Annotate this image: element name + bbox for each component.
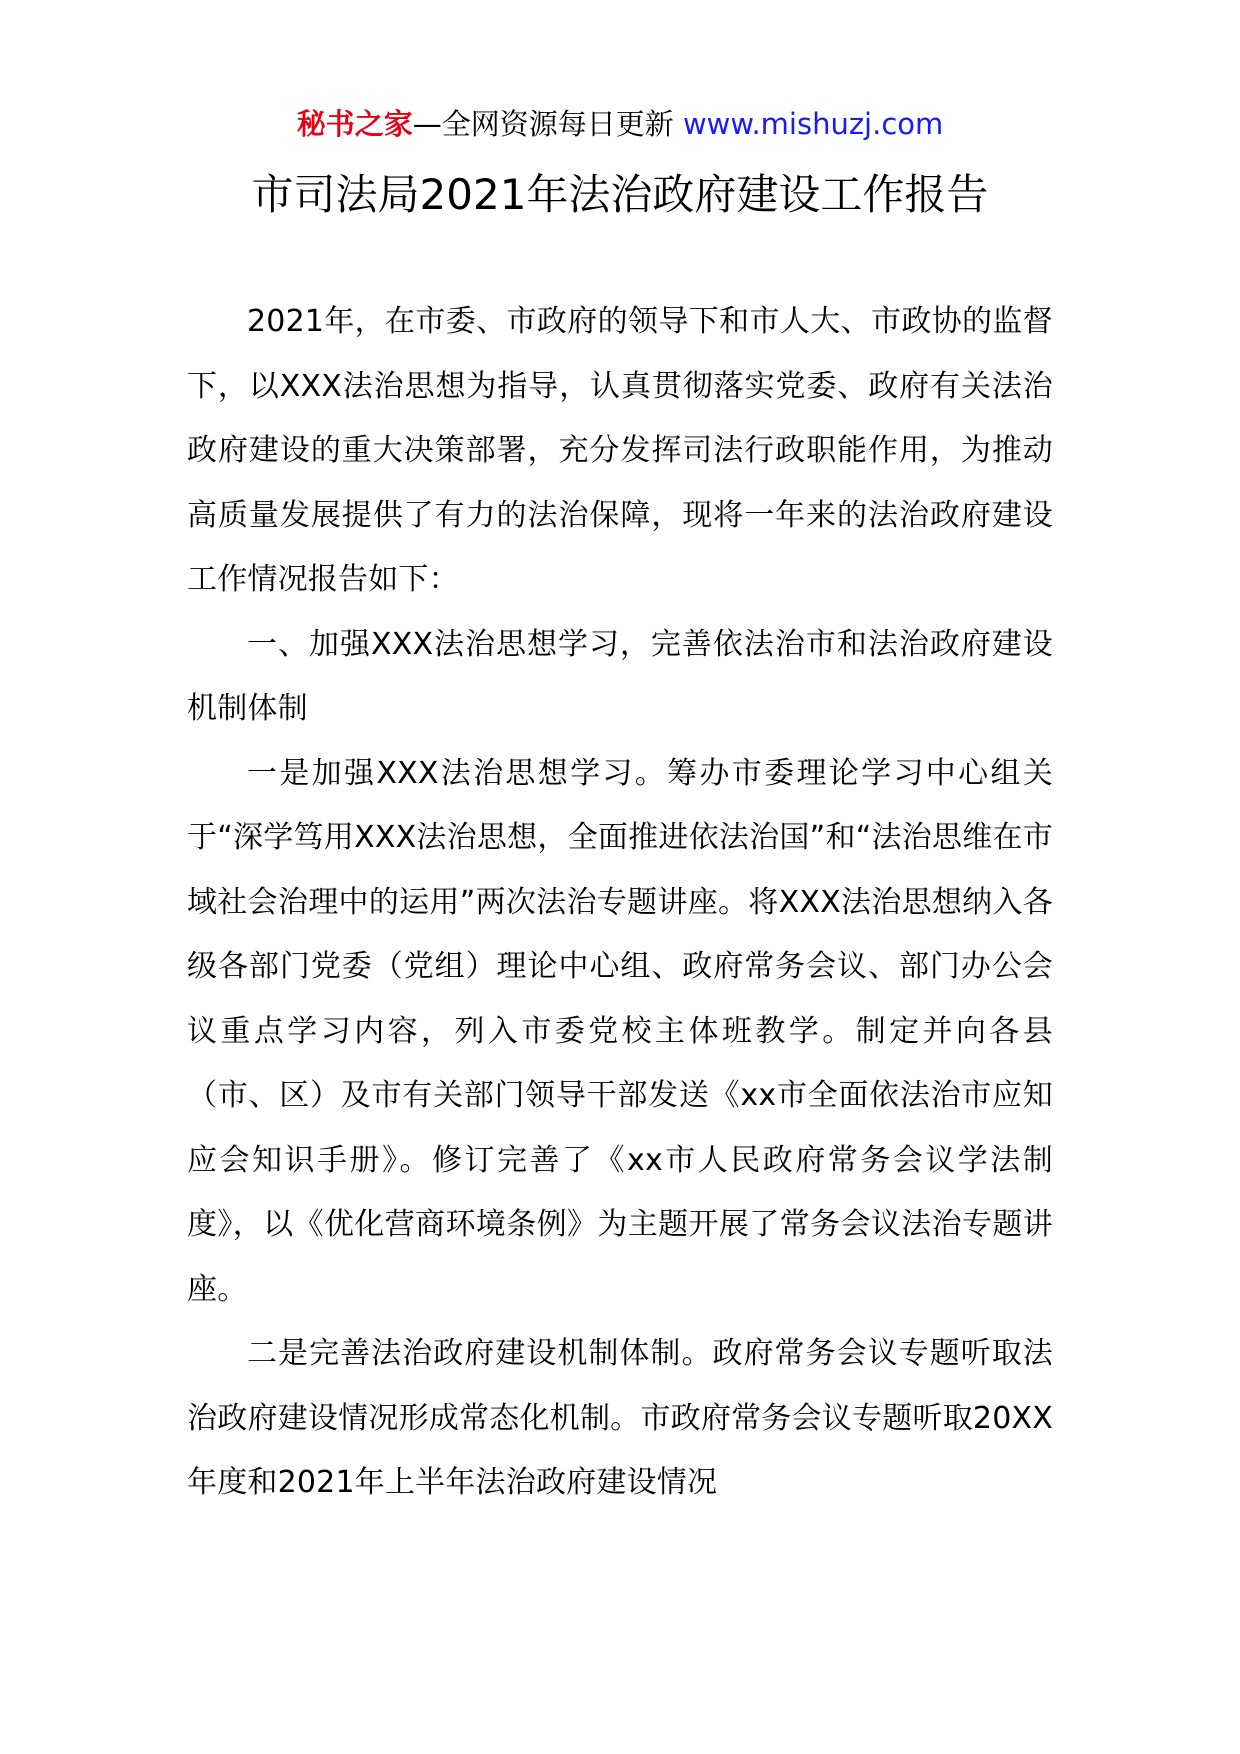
section-heading-1: 一、加强XXX法治思想学习，完善依法治市和法治政府建设机制体制 [187, 626, 1053, 726]
paragraph-intro: 2021年，在市委、市政府的领导下和市人大、市政协的监督下，以XXX法治思想为指导，认真贯彻落实党委、政府有关法治政府建设的重大决策部署，充分发挥司法行政职能作用，为推动高质量发展提供了有力的法治保障，现将一年来的法治政府建设工作情况报告如下： [187, 304, 1053, 597]
site-slogan: —全网资源每日更新 [412, 107, 674, 141]
document-body [187, 290, 1053, 1516]
brand-name: 秘书之家 [296, 107, 413, 141]
paragraph-study: 一是加强XXX法治思想学习。筹办市委理论学习中心组关于“深学笃用XXX法治思想，全面推进依法治国”和“法治思维在市域社会治理中的运用”两次法治专题讲座。将XXX法治思想纳入各级各部门党委（党组）理论中心组、政府常务会议、部门办公会议重点学习内容，列入市委党校主体班教学。制定并向各县（市、区）及市有关部门领导干部发送《xx市全面依法治市应知应会知识手册》。修订完善了《xx市人民政府常务会议学法制度》，以《优化营商环境条例》为主题开展了常务会议法治专题讲座。 [187, 755, 1053, 1307]
site-url-link[interactable]: www.mishuzj.com [682, 107, 944, 141]
paragraph-mechanism: 二是完善法治政府建设机制体制。政府常务会议专题听取法治政府建设情况形成常态化机制。市政府常务会议专题听取20XX年度和2021年上半年法治政府建设情况 [187, 1336, 1053, 1500]
site-header [0, 104, 1240, 144]
document-title: 市司法局2021年法治政府建设工作报告 [251, 170, 989, 219]
